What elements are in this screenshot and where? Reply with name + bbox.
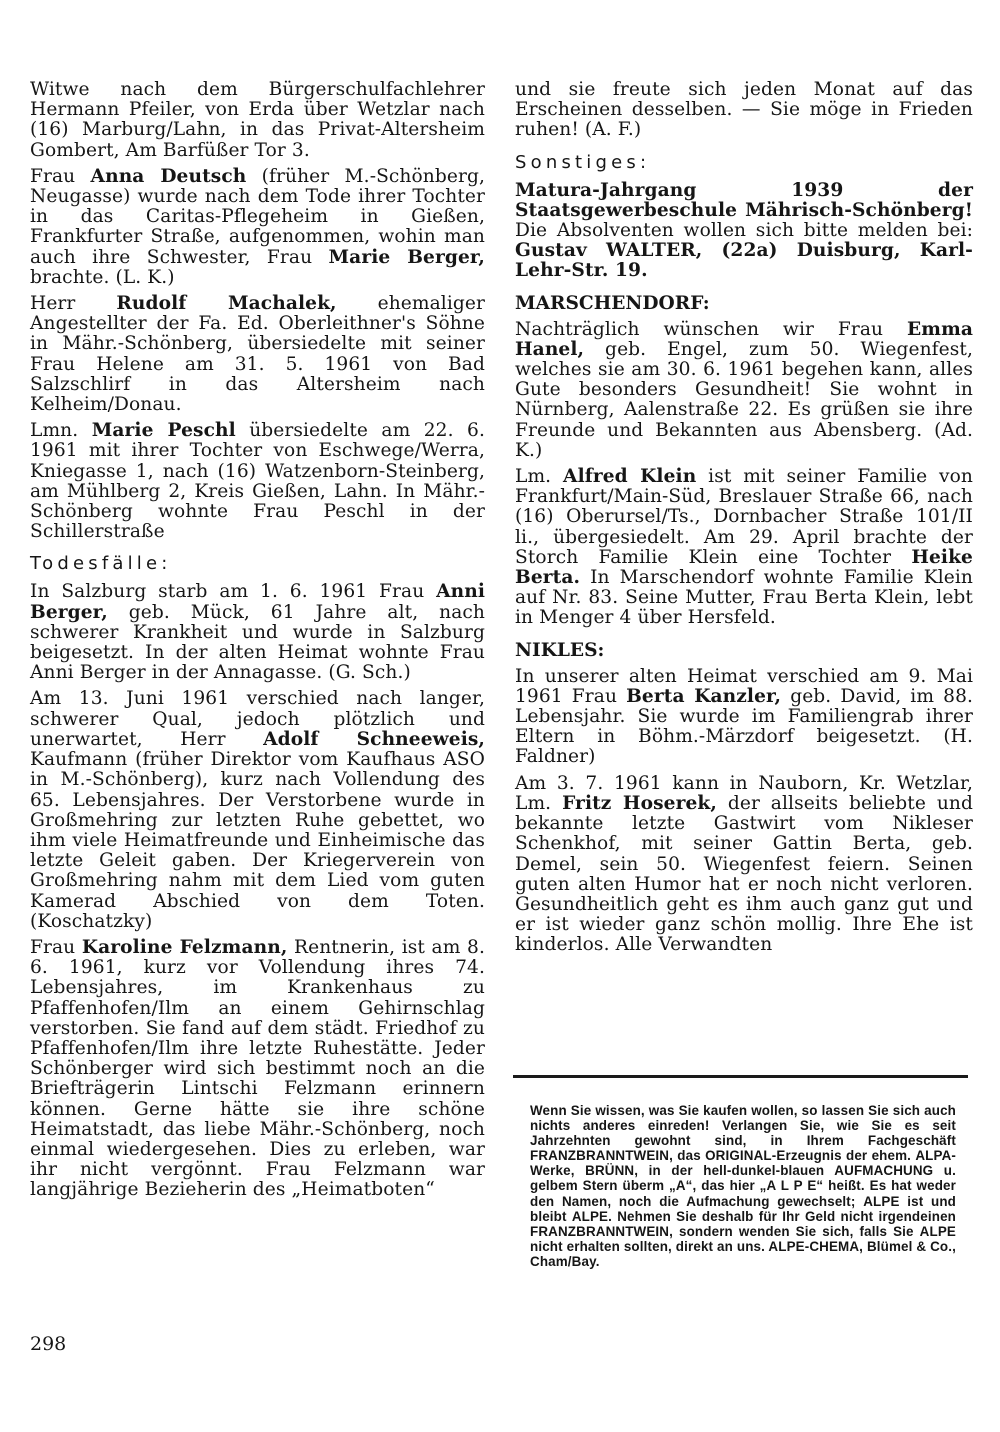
notice-karoline-felzmann: Frau Karoline Felzmann, Rentnerin, ist am 8. 6. 1961, kurz vor Vollendung ihres 74. Lebensjahres, im Krankenhaus zu Pfaffenhofen/Ilm an einem Gehirnschlag verstorben. Sie fand auf dem städt. Friedhof zu Pfaffenhofen/Ilm ihre letzte Ruhestätte. Jeder Schönberger wird sich bestimmt noch an die Briefträgerin Lintschi Felzmann erinnern können. Gerne hätte sie ihre schöne Heimatstadt, das liebe Mähr.-Schönberg, noch einmal wiedergesehen. Dies zu erleben, war ihr nicht vergönnt. Frau Felzmann war langjährige Bezieherin des „Heimatboten“ [30,936,485,1201]
notice-marie-peschl: Lmn. Marie Peschl übersiedelte am 22. 6. 1961 mit ihrer Tochter von Eschwege/Werra, Kniegasse 1, nach (16) Watzenborn-Steinberg, am Mühlberg 2, Kreis Gießen, Lahn. In Mähr.-Schönberg wohnte Frau Peschl in der Schillerstraße [30,420,485,543]
section-heading-todesfaelle: Todesfälle: [30,553,172,575]
notice-berta-kanzler: In unserer alten Heimat verschied am 9. Mai 1961 Frau Berta Kanzler, geb. David, im 88. Lebensjahr. Sie wurde im Familiengrab ihrer Eltern in Böhm.-Märzdorf beigesetzt. (H. Faldner) [515,665,974,768]
name-marie-peschl: Marie Peschl [91,420,236,442]
notice-emma-hanel: Nachträglich wünschen wir Frau Emma Hanel, geb. Engel, zum 50. Wiegenfest, welches sie am 30. 6. 1961 begehen kann, alles Gute besonders Gesundheit! Sie wohnt in Nürnberg, Aalenstraße 22. Es grüßen sie ihre Freunde und Bekannten aus Abensberg. (Ad. K.) [515,318,973,461]
name-heike-berta: Heike Berta. [515,546,973,589]
left-column [30,80,485,1207]
notice-alfred-klein: Lm. Alfred Klein ist mit seiner Familie von Frankfurt/Main-Süd, Breslauer Straße 66, nach (16) Oberursel/Ts., Dornbacher Straße 101/II li., übergesiedelt. Am 29. April brachte der Storch Familie Klein eine Tochter Heike Berta. In Marschendorf wohnte Familie Klein auf Nr. 83. Seine Mutter, Frau Berta Klein, lebt in Menger 4 über Hersfeld. [515,466,973,629]
contact-gustav-walter: Gustav WALTER, (22a) Duisburg, Karl-Lehr-Str. 19. [515,240,973,282]
name-emma-hanel: Emma Hanel, [515,318,973,360]
right-column [515,80,973,962]
section-heading-nikles: NIKLES: [515,639,605,661]
matura-title: Matura-Jahrgang 1939 der Staatsgewerbeschule Mährisch-Schönberg! [515,179,973,221]
name-karoline-felzmann: Karoline Felzmann, [81,936,288,958]
name-anni-berger: Anni Berger, [30,581,485,623]
name-marie-berger: Marie Berger, [328,246,485,268]
notice-rudolf-machalek: Herr Rudolf Machalek, ehemaliger Angestellter der Fa. Ed. Oberleithner's Söhne in Mähr.-Schönberg, übersiedelte mit seiner Frau Helene am 31. 5. 1961 von Bad Salzschlirf in das Altersheim nach Kelheim/Donau. [30,293,485,416]
notice-felzmann-continued: und sie freute sich jeden Monat auf das Erscheinen desselben. — Sie möge in Frieden ruhen! (A. F.) [515,79,973,141]
notice-matura-jahrgang: Matura-Jahrgang 1939 der Staatsgewerbeschule Mährisch-Schönberg! Die Absolventen wollen sich bitte melden bei: Gustav WALTER, (22a) Duisburg, Karl-Lehr-Str. 19. [515,179,973,282]
advertisement-alpe: Wenn Sie wissen, was Sie kaufen wollen, so lassen Sie sich auch nichts anderes einreden! Verlangen Sie, wie Sie es seit Jahrzehnten gewohnt sind, in Ihrem Fachgeschäft FRANZBRANNTWEIN, das ORIGINAL-Erzeugnis der ehem. ALPA-Werke, BRÜNN, in der hell-dunkel-blauen AUFMACHUNG u. gelbem Stern überm „A“, das hier „A L P E“ heißt. Es hat weder den Namen, noch die Aufmachung gewechselt; ALPE ist und bleibt ALPE. Nehmen Sie deshalb für Ihr Geld nicht irgendeinen FRANZBRANNTWEIN, sondern wenden Sie sich, falls Sie ALPE nicht erhalten sollten, direkt an uns. ALPE-CHEMA, Blümel & Co., Cham/Bay. [530,1103,957,1269]
notice-anni-berger: In Salzburg starb am 1. 6. 1961 Frau Anni Berger, geb. Mück, 61 Jahre alt, nach schwerer Krankheit und wurde in Salzburg beigesetzt. In der alten Heimat wohnte Frau Anni Berger in der Annagasse. (G. Sch.) [30,581,485,684]
notice-adolf-schneeweis: Am 13. Juni 1961 verschied nach langer, schwerer Qual, jedoch plötzlich und unerwartet, Herr Adolf Schneeweis, Kaufmann (früher Direktor vom Kaufhaus ASO in M.-Schönberg), kurz nach Vollendung des 65. Lebensjahres. Der Verstorbene wurde in Großmehring zur letzten Ruhe gebettet, wo ihm viele Heimatfreunde und Einheimische das letzte Geleit gaben. Der Kriegerverein von Großmehring nahm mit dem Lied vom guten Kamerad Abschied von dem Toten. (Koschatzky) [30,688,486,932]
notice-pfeiler: Witwe nach dem Bürgerschulfachlehrer Hermann Pfeiler, von Erda über Wetzlar nach (16) Marburg/Lahn, in das Privat-Altersheim Gombert, Am Barfüßer Tor 3. [30,79,485,161]
section-heading-sonstiges: Sonstiges: [515,151,651,173]
advertisement-divider [513,1075,968,1078]
name-fritz-hoserek: Fritz Hoserek, [562,792,717,814]
page-number: 298 [30,1333,67,1355]
notice-fritz-hoserek: Am 3. 7. 1961 kann in Nauborn, Kr. Wetzlar, Lm. Fritz Hoserek, der allseits beliebte und bekannte letzte Gastwirt vom Nikleser Schenkhof, mit seiner Gattin Berta, geb. Demel, sein 50. Wiegenfest feiern. Seinen guten alten Humor hat er noch nicht verloren. Gesundheitlich geht es ihm auch ganz gut und er ist wieder ganz schön mollig. Ihre Ehe ist kinderlos. Alle Verwandten [515,772,973,956]
section-heading-marschendorf: MARSCHENDORF: [515,292,710,314]
name-alfred-klein: Alfred Klein [563,466,697,488]
name-rudolf-machalek: Rudolf Machalek, [116,293,337,315]
name-berta-kanzler: Berta Kanzler, [626,685,782,707]
notice-anna-deutsch: Frau Anna Deutsch (früher M.-Schönberg, Neugasse) wurde nach dem Tode ihrer Tochter in das Caritas-Pflegeheim in Gießen, Frankfurter Straße, aufgenommen, wohin man auch ihre Schwester, Frau Marie Berger, brachte. (L. K.) [30,165,485,288]
name-anna-deutsch: Anna Deutsch [90,165,247,187]
name-adolf-schneeweis: Adolf Schneeweis, [263,728,486,750]
